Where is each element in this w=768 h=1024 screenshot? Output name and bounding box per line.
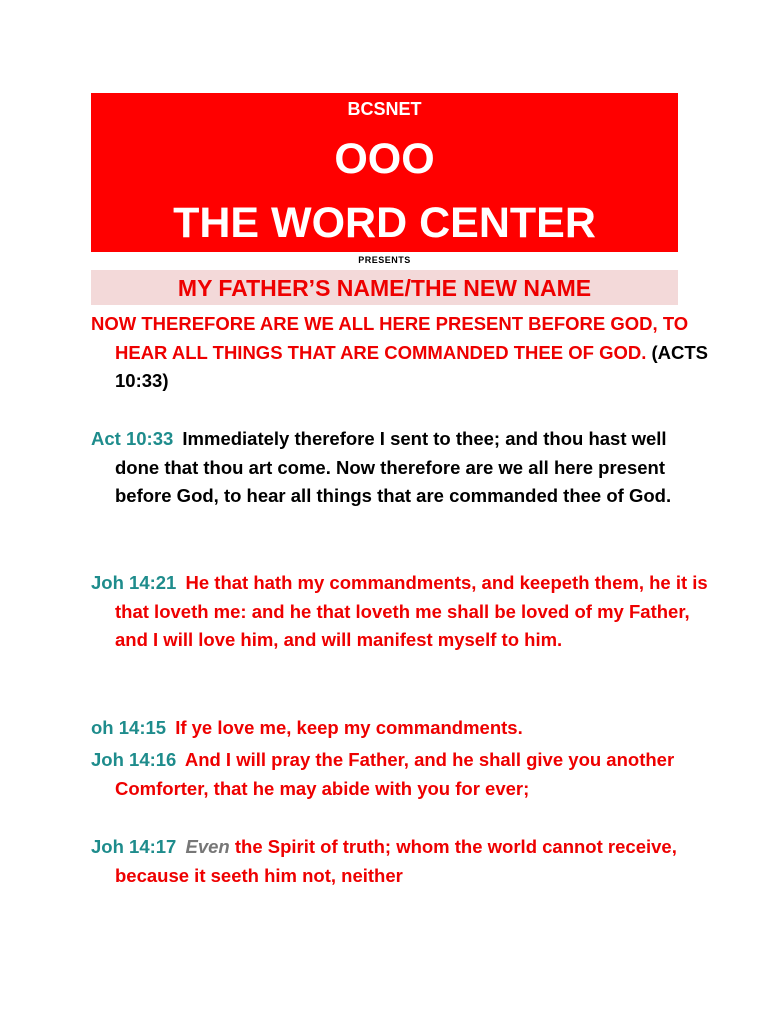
verse-text: If ye love me, keep my commandments. bbox=[175, 717, 523, 738]
header-banner bbox=[91, 93, 678, 252]
verse-act-10-33 bbox=[91, 425, 715, 511]
verse-joh-14-17 bbox=[91, 833, 715, 890]
verse-ref: Act 10:33 bbox=[91, 428, 174, 449]
verse-joh-14-16 bbox=[91, 746, 715, 803]
verse-ref: oh 14:15 bbox=[91, 717, 167, 738]
intro-citation: (ACTS 10:33) bbox=[115, 341, 709, 391]
intro-paragraph bbox=[91, 310, 715, 396]
banner-mark: OOO bbox=[334, 135, 435, 183]
verse-text: He that hath my commandments, and keepeth them, he it is that loveth me: and he that loveth me shall be loved of my Father, and I will love him, and will manifest myself to him. bbox=[115, 572, 708, 650]
verse-ref: Joh 14:21 bbox=[91, 572, 177, 593]
banner-title: THE WORD CENTER bbox=[173, 199, 596, 247]
verse-joh-14-21 bbox=[91, 569, 715, 655]
verse-italic-word: Even bbox=[185, 836, 230, 857]
verse-ref: Joh 14:16 bbox=[91, 749, 177, 770]
verse-text: the Spirit of truth; whom the world cannot receive, because it seeth him not, neither bbox=[115, 836, 677, 886]
verse-text: Immediately therefore I sent to thee; and thou hast well done that thou art come. Now therefore are we all here present before God, to hear all things that are commanded thee of God. bbox=[115, 428, 672, 506]
presents-label: PRESENTS bbox=[358, 255, 411, 265]
page-subtitle: MY FATHER’S NAME/THE NEW NAME bbox=[91, 270, 678, 305]
intro-text: NOW THEREFORE ARE WE ALL HERE PRESENT BEFORE GOD, TO HEAR ALL THINGS THAT ARE COMMANDED THEE OF GOD. bbox=[91, 313, 689, 363]
org-name: BCSNET bbox=[347, 99, 422, 119]
verse-text: And I will pray the Father, and he shall give you another Comforter, that he may abide with you for ever; bbox=[115, 749, 675, 799]
verse-ref: Joh 14:17 bbox=[91, 836, 177, 857]
verse-joh-14-15 bbox=[91, 714, 715, 743]
